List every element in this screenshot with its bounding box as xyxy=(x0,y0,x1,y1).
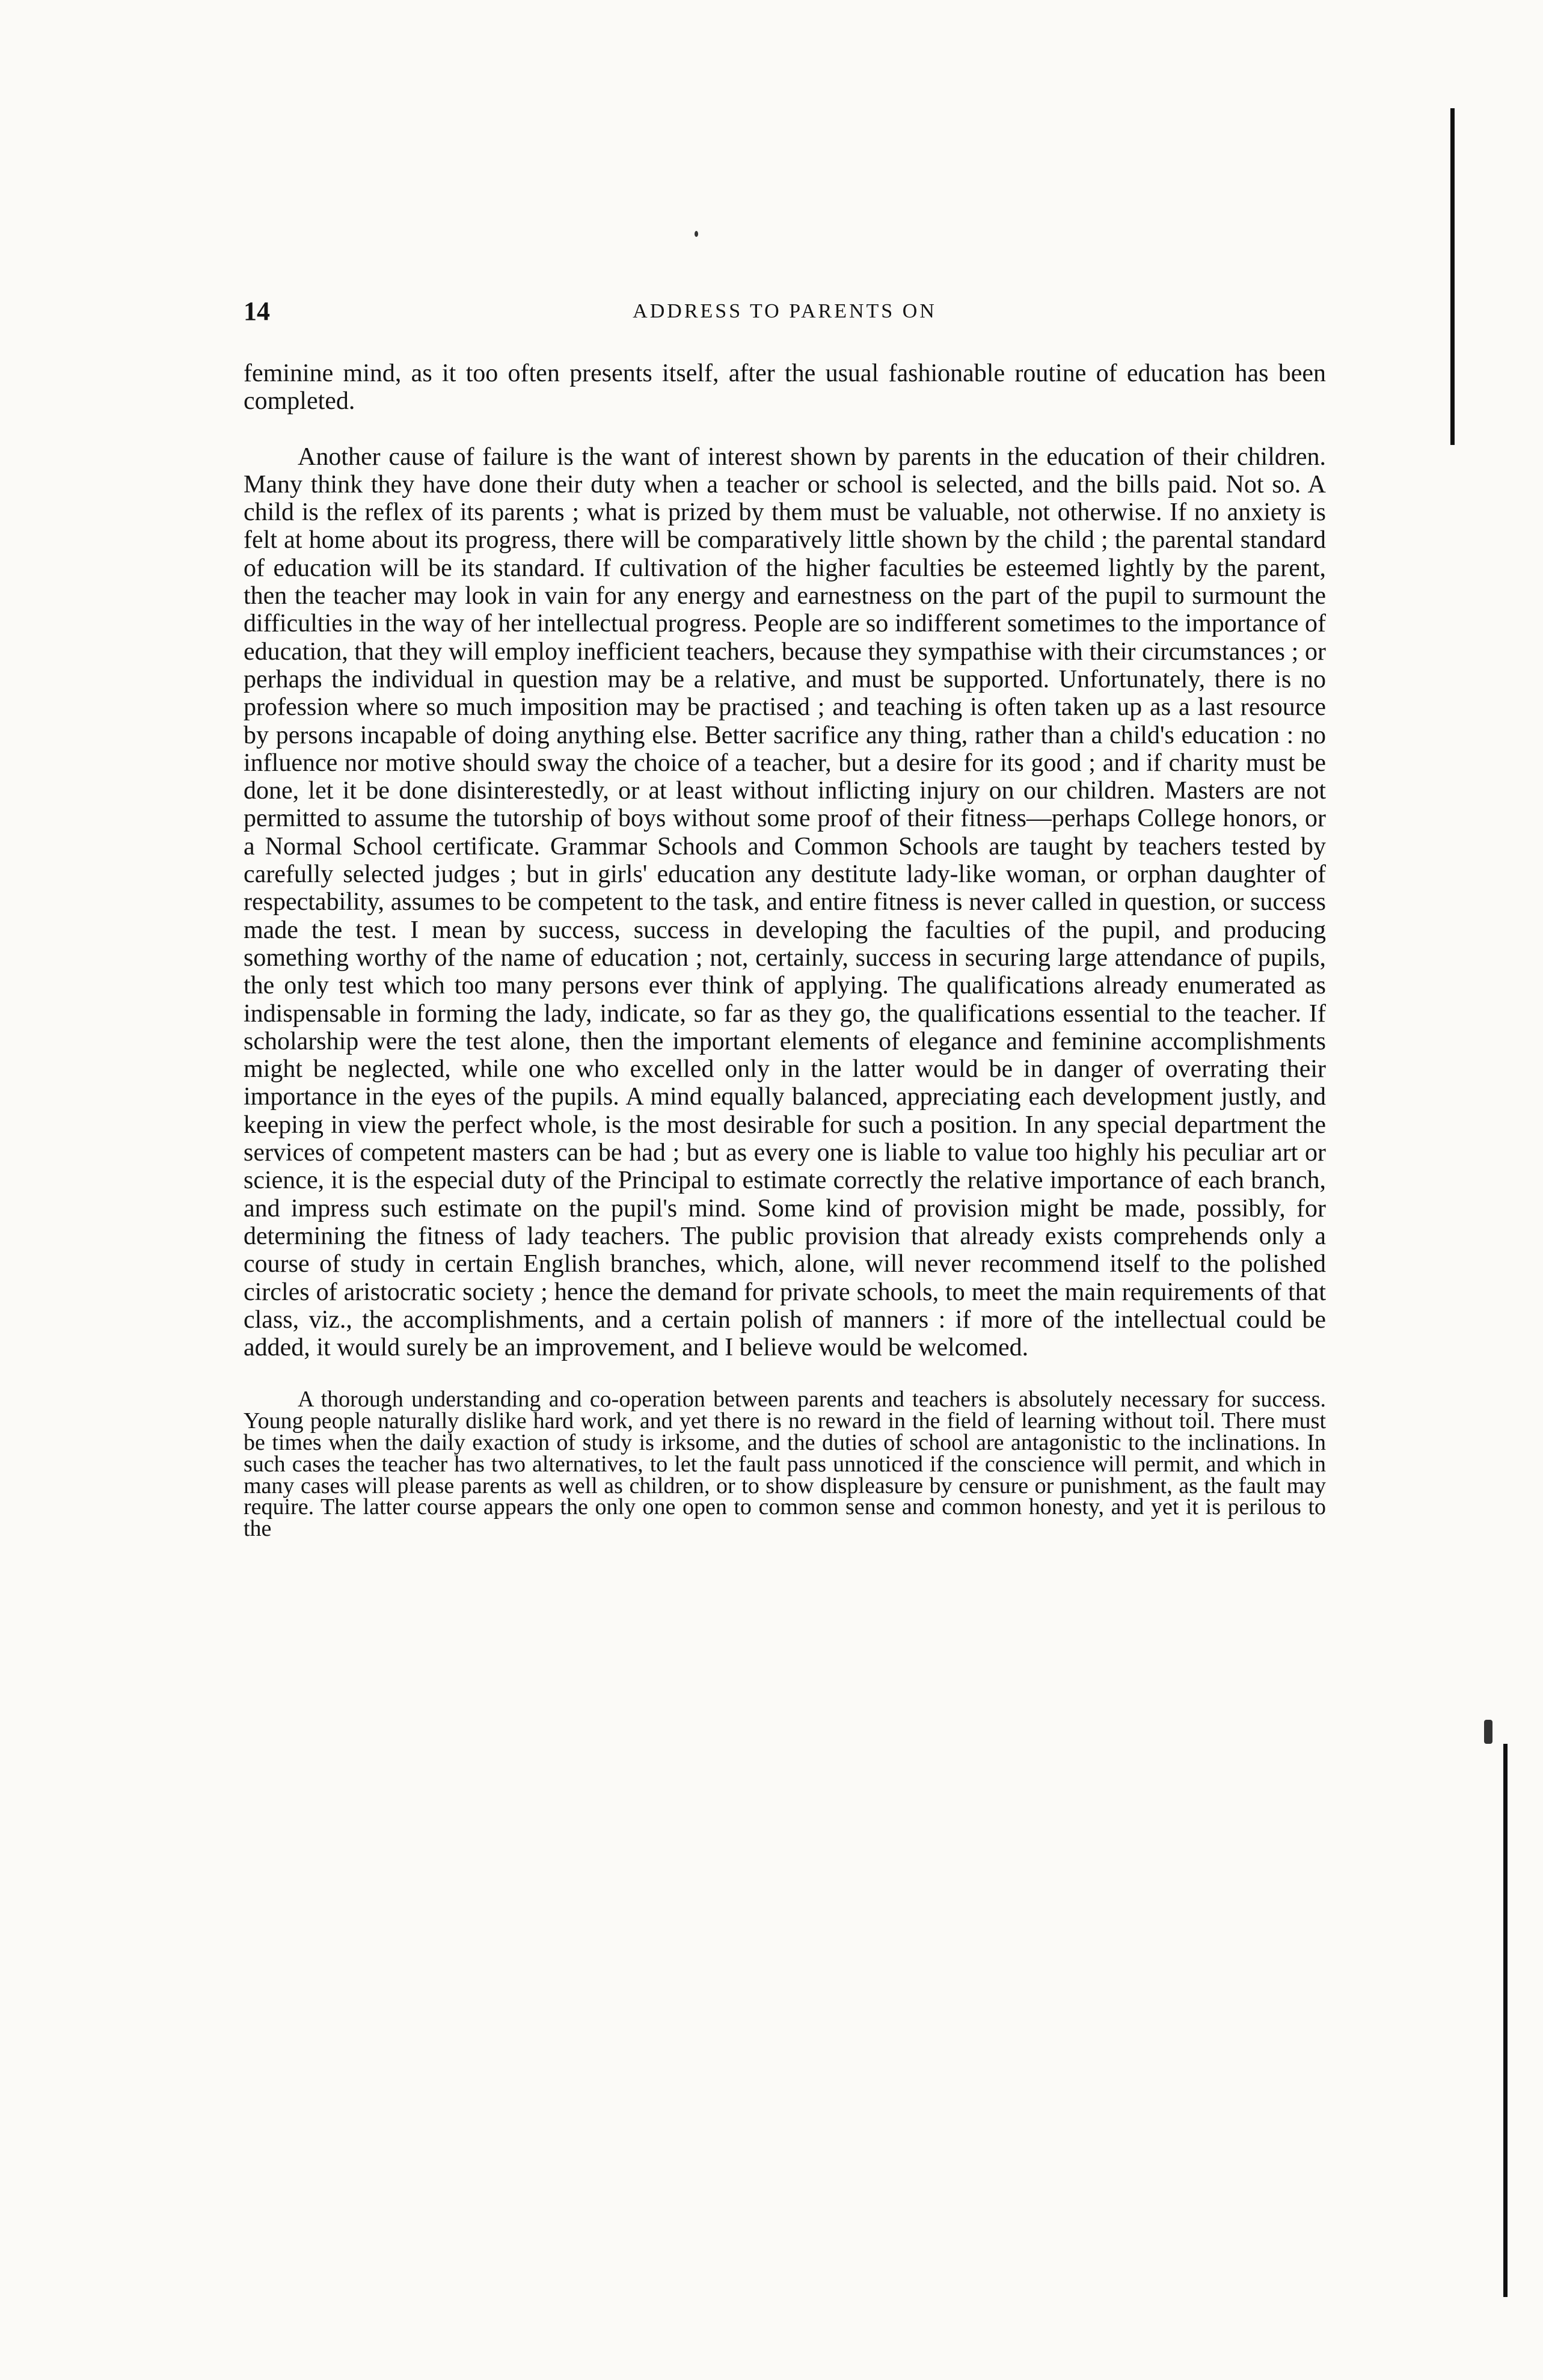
running-head: ADDRESS TO PARENTS ON xyxy=(633,300,937,322)
body-text xyxy=(244,360,1326,1540)
paragraph-parental-interest: Another cause of failure is the want of interest shown by parents in the education of their children. Many think they have done their duty when a teacher or school is selected, and the bills paid. Not so. A child is the reflex of its parents ; what is prized by them must be valuable, not otherwise. If no anxiety is felt at home about its progress, there will be comparatively little shown by the child ; the parental standard of education will be its standard. If cultivation of the higher faculties be esteemed lightly by the parent, then the teacher may look in vain for any energy and earnestness on the part of the pupil to surmount the difficulties in the way of her intellectual progress. People are so indifferent sometimes to the importance of education, that they will employ inefficient teachers, because they sympathise with their circumstances ; or perhaps the individual in question may be a relative, and must be supported. Unfortunately, there is no profession where so much imposition may be practised ; and teaching is often taken up as a last resource by persons incapable of doing anything else. Better sacrifice any thing, rather than a child's education : no influence nor motive should sway the choice of a teacher, but a desire for its good ; and if charity must be done, let it be done disinterestedly, or at least without inflicting injury on our children. Masters are not permitted to assume the tutorship of boys without some proof of their fitness—perhaps College honors, or a Normal School certificate. Grammar Schools and Common Schools are taught by teachers tested by carefully selected judges ; but in girls' education any destitute lady-like woman, or orphan daughter of respectability, assumes to be competent to the task, and entire fitness is never called in question, or success made the test. I mean by success, success in developing the faculties of the pupil, and producing something worthy of the name of education ; not, certainly, success in securing large attendance of pupils, the only test which too many persons ever think of applying. The qualifications already enumerated as indispensable in forming the lady, indicate, so far as they go, the qualifications essential to the teacher. If scholarship were the test alone, then the important elements of elegance and feminine accomplishments might be neglected, while one who excelled only in the latter would be in danger of overrating their importance in the eyes of the pupils. A mind equally balanced, appreciating each development justly, and keeping in view the perfect whole, is the most desirable for such a position. In any special department the services of competent masters can be had ; but as every one is liable to value too highly his peculiar art or science, it is the especial duty of the Principal to estimate correctly the relative importance of each branch, and impress such estimate on the pupil's mind. Some kind of provision might be made, possibly, for determining the fitness of lady teachers. The public provision that already exists comprehends only a course of study in certain English branches, which, alone, will never recommend itself to the polished circles of aristocratic society ; hence the demand for private schools, to meet the main requirements of that class, viz., the accomplishments, and a certain polish of manners : if more of the intellectual could be added, it would surely be an improvement, and I believe would be welcomed. xyxy=(244,443,1326,1362)
scan-edge-line-top xyxy=(1450,108,1455,445)
scan-speck xyxy=(695,231,698,237)
scan-edge-line-bottom xyxy=(1503,1744,1508,2297)
paragraph-continuation: feminine mind, as it too often presents itself, after the usual fashionable routine of education has been completed. xyxy=(244,360,1326,416)
page-header xyxy=(244,293,1326,336)
page-number: 14 xyxy=(244,296,270,326)
paragraph-cooperation: A thorough understanding and co-operation between parents and teachers is absolutely necessary for success. Young people naturally dislike hard work, and yet there is no reward in the field of learning without toil. There must be times when the daily exaction of study is irksome, and the duties of school are antagonistic to the inclinations. In such cases the teacher has two alternatives, to let the fault pass unnoticed if the conscience will permit, and which in many cases will please parents as well as children, or to show displeasure by censure or punishment, as the fault may require. The latter course appears the only one open to common sense and common honesty, and yet it is perilous to the xyxy=(244,1387,1326,1542)
scan-speck xyxy=(1484,1720,1492,1744)
